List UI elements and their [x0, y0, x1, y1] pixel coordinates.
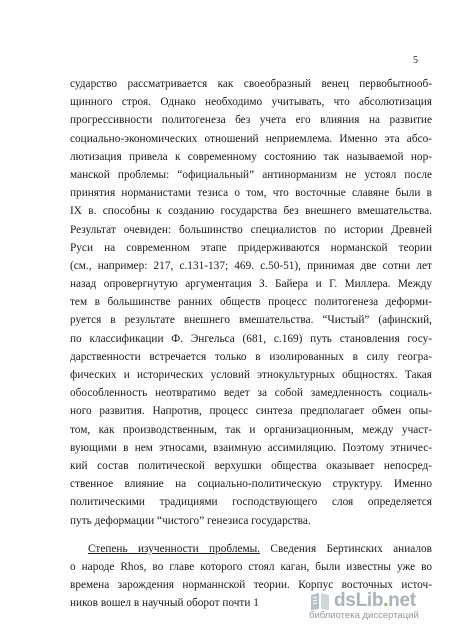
text-line: фических и исторических условий этнокультурных общностях. Такая [70, 369, 432, 381]
text-fragment: Сведения Бертинских аниалов [260, 542, 432, 555]
text-line: принятия норманистами тезиса о том, что восточные славяне были в [70, 187, 432, 200]
paragraph-main [70, 75, 432, 530]
text-line: назад опровергнутую аргументация З. Байера и Г. Миллера. Между [70, 278, 432, 291]
text-line [70, 540, 432, 558]
text-line: ников вошел в научный оборот почти 1 [70, 597, 259, 610]
text-line: ственное влияние на социально-политическую структуру. Именно [70, 478, 432, 491]
section-heading: Степень изученности проблемы. [88, 542, 261, 555]
text-line: (см., например: 217, с.131-137; 469. с.50-51), принимая две сотни лет [70, 259, 432, 272]
document-body [70, 75, 432, 612]
text-line: политическими традициями господствующего слоя определяется [70, 496, 432, 509]
book-logo-icon [309, 590, 331, 612]
text-line: путь деформации “чистого” генезиса государства. [70, 514, 311, 527]
text-line: Руси на современном этапе придерживаются норманской теории [70, 241, 432, 254]
watermark-brand: dsLib.net [334, 590, 416, 611]
text-line: Результат очевиден: большинство специалистов по истории Древней [70, 223, 432, 236]
text-line: по классификации Ф. Энгельса (681, с.169) путь становления госу- [70, 332, 432, 345]
text-line: руется в результате внешнего вмешательства. “Чистый” (афинский, [70, 314, 432, 327]
watermark [309, 590, 449, 621]
text-line: щинного строя. Однако необходимо учитывать, что абсолютизация [70, 96, 432, 109]
page-number: 5 [413, 55, 418, 66]
text-line: вующими в нем этносами, взаимную ассимиляцию. Поэтому этничес- [70, 441, 432, 454]
text-line: тем в большинстве ранних обществ процесс политогенеза деформи- [70, 296, 432, 309]
text-line: том, как производственным, так и организационным, между участ- [70, 423, 432, 436]
text-line: обособленность неотвратимо ведет за собой замедленность социаль- [70, 387, 432, 400]
text-line: о народе Rhos, во главе которого стоял каган, были известны уже во [70, 560, 432, 573]
text-line: прогрессивности политогенеза без учета его влияния на развитие [70, 114, 432, 127]
text-line: времена зарождения норманнской теории. Корпус восточных источ- [70, 579, 432, 592]
watermark-tagline: библиотека диссертаций [309, 610, 419, 621]
text-line: дарственности встречается только в изолированных в силу геогра- [70, 350, 432, 363]
text-line: социально-экономических отношений неприемлема. Именно эта абсо- [70, 132, 432, 145]
text-line: манской проблемы: “официальный” антинорманизм не устоял после [70, 168, 432, 181]
text-line: IX в. способны к созданию государства без внешнего вмешательства. [70, 205, 432, 218]
text-line: кий состав политической верхушки общества оказывает непосред- [70, 459, 432, 472]
text-line: сударство рассматривается как своеобразный венец первобытнооб- [70, 78, 432, 90]
text-line: лютизация привела к современному состоянию так называемой нор- [70, 150, 432, 163]
text-line: ного развития. Напротив, процесс синтеза предполагает обмен опы- [70, 405, 432, 418]
